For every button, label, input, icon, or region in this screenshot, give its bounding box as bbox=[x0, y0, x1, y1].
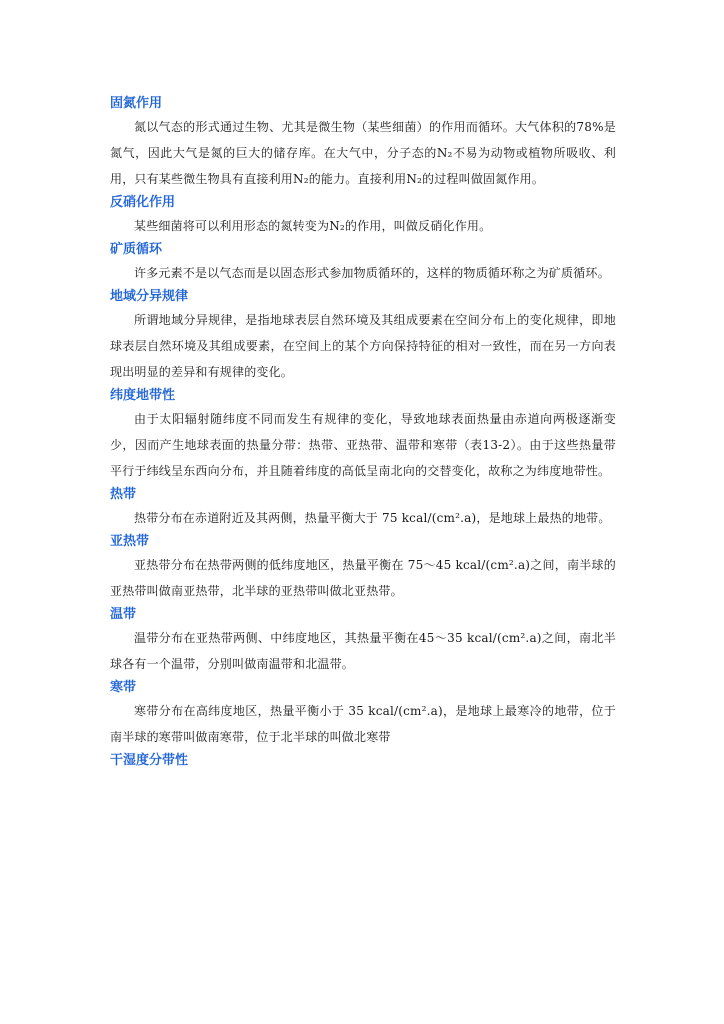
heading-frigid-zone: 寒带 bbox=[110, 680, 137, 695]
paragraph-frigid-zone: 寒带分布在高纬度地区，热量平衡小于 35 kcal/(cm².a)，是地球上最寒冷的地带，位于南半球的寒带叫做南寒带，位于北半球的叫做北寒带 bbox=[110, 704, 616, 744]
paragraph-regional-differentiation: 所谓地域分异规律，是指地球表层自然环境及其组成要素在空间分布上的变化规律，即地球表层自然环境及其组成要素，在空间上的某个方向保持特征的相对一致性，而在另一方向表现出明显的差异和有规律的变化。 bbox=[110, 313, 616, 379]
heading-nitrogen-fixation: 固氮作用 bbox=[110, 96, 163, 111]
paragraph-mineral-cycle: 许多元素不是以气态而是以固态形式参加物质循环的，这样的物质循环称之为矿质循环。 bbox=[134, 266, 610, 280]
heading-subtropical-zone: 亚热带 bbox=[110, 534, 150, 549]
document-content bbox=[110, 93, 616, 771]
heading-tropical-zone: 热带 bbox=[110, 487, 137, 502]
paragraph-subtropical-zone: 亚热带分布在热带两侧的低纬度地区，热量平衡在 75～45 kcal/(cm².a)之间，南半球的亚热带叫做南亚热带，北半球的亚热带叫做北亚热带。 bbox=[110, 558, 616, 598]
paragraph-nitrogen-fixation: 氮以气态的形式通过生物、尤其是微生物（某些细菌）的作用而循环。大气体积的78%是氮气，因此大气是氮的巨大的储存库。在大气中，分子态的N₂不易为动物或植物所吸收、利用，只有某些微生物具有直接利用N₂的能力。直接利用N₂的过程叫做固氮作用。 bbox=[110, 120, 616, 186]
heading-temperate-zone: 温带 bbox=[110, 607, 137, 622]
paragraph-latitudinal-zonality: 由于太阳辐射随纬度不同而发生有规律的变化，导致地球表面热量由赤道向两极逐渐变少，因而产生地球表面的热量分带：热带、亚热带、温带和寒带（表13-2）。由于这些热量带平行于纬线呈东西向分布，并且随着纬度的高低呈南北向的交替变化，故称之为纬度地带性。 bbox=[110, 412, 616, 478]
heading-regional-differentiation: 地域分异规律 bbox=[110, 289, 189, 304]
heading-denitrification: 反硝化作用 bbox=[110, 195, 176, 210]
paragraph-denitrification: 某些细菌将可以利用形态的氮转变为N₂的作用，叫做反硝化作用。 bbox=[134, 219, 492, 233]
paragraph-tropical-zone: 热带分布在赤道附近及其两侧，热量平衡大于 75 kcal/(cm².a)，是地球上最热的地带。 bbox=[134, 511, 611, 525]
heading-humidity-zonality: 干湿度分带性 bbox=[110, 753, 189, 768]
heading-mineral-cycle: 矿质循环 bbox=[110, 242, 163, 257]
heading-latitudinal-zonality: 纬度地带性 bbox=[110, 388, 176, 403]
paragraph-temperate-zone: 温带分布在亚热带两侧、中纬度地区，其热量平衡在45～35 kcal/(cm².a)之间，南北半球各有一个温带，分别叫做南温带和北温带。 bbox=[110, 631, 616, 671]
